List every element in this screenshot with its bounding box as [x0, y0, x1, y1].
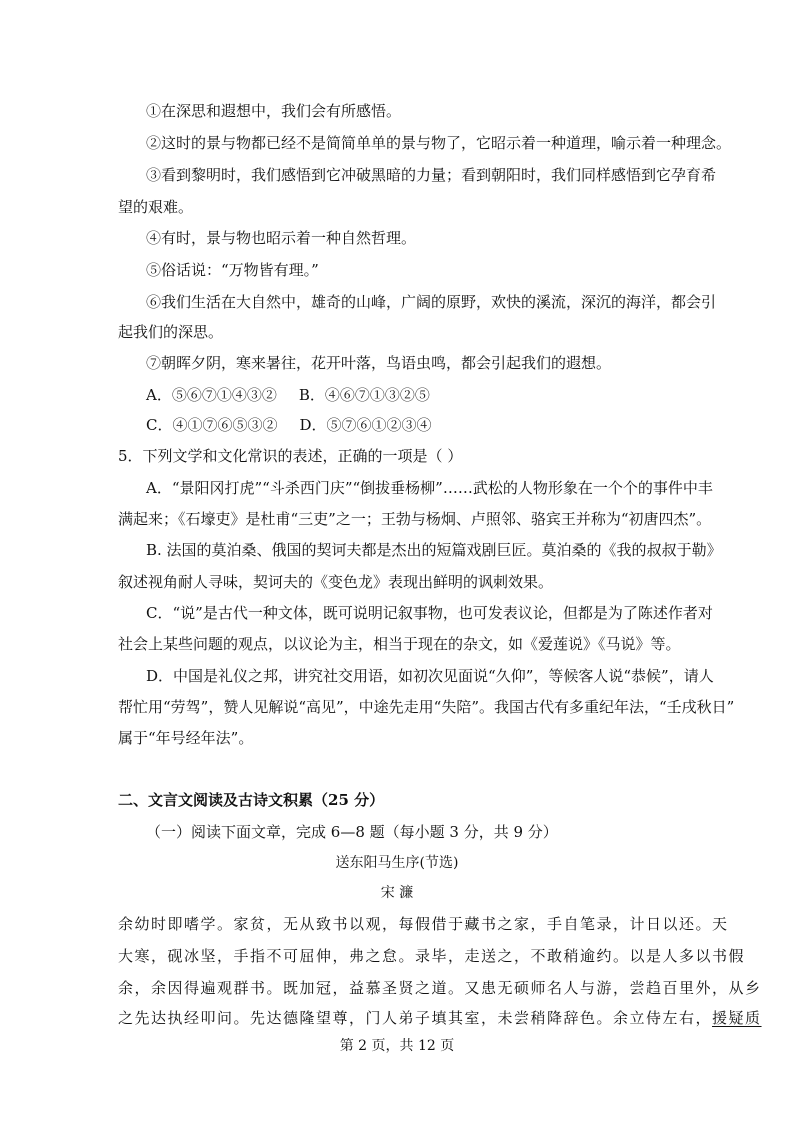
article-line-2: 大寒，砚冰坚，手指不可屈伸，弗之怠。录毕，走送之，不敢稍逾约。以是人多以书假: [118, 947, 746, 965]
q5-option-c-line-1: C．“说”是古代一种文体，既可说明记叙事物，也可发表议论，但都是为了陈述作者对: [146, 604, 713, 622]
q5-option-a-line-2: 满起来；《石壕吏》是杜甫“三吏”之一；王勃与杨炯、卢照邻、骆宾王并称为“初唐四杰”。: [118, 510, 712, 528]
q4-options-row-2: [146, 415, 432, 435]
sentence-6-cont: 起我们的深思。: [118, 323, 224, 341]
q4-option-a: A．⑤⑥⑦①④③②: [146, 386, 277, 404]
sentence-1: ①在深思和遐想中，我们会有所感悟。: [146, 102, 402, 120]
underlined-phrase: 援疑质: [712, 1009, 762, 1027]
q5-option-d-line-3: 属于“年号经年法”。: [118, 729, 254, 747]
article-line-1: 余幼时即嗜学。家贫，无从致书以观，每假借于藏书之家，手自笔录，计日以还。天: [118, 915, 729, 933]
sentence-4: ④有时，景与物也昭示着一种自然哲理。: [146, 229, 417, 247]
section-2-subtitle: （一）阅读下面文章，完成 6—8 题（每小题 3 分，共 9 分）: [146, 823, 558, 841]
section-2-title: 二、文言文阅读及古诗文积累（25 分）: [118, 791, 385, 809]
q5-stem: 5．下列文学和文化常识的表述，正确的一项是（ ）: [118, 447, 463, 465]
q4-option-d: D．⑤⑦⑥①②③④: [299, 416, 432, 434]
q5-option-b-line-2: 叙述视角耐人寻味，契诃夫的《变色龙》表现出鲜明的讽刺效果。: [118, 573, 554, 591]
sentence-3-cont: 望的艰难。: [118, 198, 194, 216]
q5-option-a-line-1: A．“景阳冈打虎”“斗杀西门庆”“倒拔垂杨柳”……武松的人物形象在一个个的事件中丰: [146, 479, 713, 497]
q5-option-d-line-2: 帮忙用“劳驾”，赞人见解说“高见”，中途先走用“失陪”。我国古代有多重纪年法，“壬戌秋日”: [118, 698, 735, 716]
q4-option-b: B．④⑥⑦①③②⑤: [298, 386, 430, 404]
q5-option-c-line-2: 社会上某些问题的观点，以议论为主，相当于现在的杂文，如《爱莲说》《马说》等。: [118, 635, 681, 653]
sentence-6: ⑥我们生活在大自然中，雄奇的山峰，广阔的原野，欢快的溪流，深沉的海洋，都会引: [146, 293, 717, 311]
article-title: 送东阳马生序(节选): [335, 855, 459, 871]
article-line-4-text: 之先达执经叩问。先达德隆望尊，门人弟子填其室，未尝稍降辞色。余立侍左右，: [118, 1009, 713, 1027]
sentence-2: ②这时的景与物都已经不是简简单单的景与物了，它昭示着一种道理，喻示着一种理念。: [146, 134, 732, 152]
page-footer: 第 2 页，共 12 页: [339, 1038, 455, 1054]
sentence-7: ⑦朝晖夕阴，寒来暑往，花开叶落，鸟语虫鸣，都会引起我们的遐想。: [146, 354, 612, 372]
article-line-3: 余，余因得遍观群书。既加冠，益慕圣贤之道。又患无硕师名人与游，尝趋百里外，从乡: [118, 979, 762, 997]
sentence-3: ③看到黎明时，我们感悟到它冲破黑暗的力量；看到朝阳时，我们同样感悟到它孕育希: [146, 166, 717, 184]
sentence-5: ⑤俗话说：“万物皆有理。”: [146, 261, 319, 279]
q5-option-b-line-1: B. 法国的莫泊桑、俄国的契诃夫都是杰出的短篇戏剧巨匠。莫泊桑的《我的叔叔于勒》: [146, 541, 722, 559]
article-line-4: [118, 1008, 762, 1028]
q4-options-row-1: [146, 385, 430, 405]
q5-option-d-line-1: D．中国是礼仪之邦，讲究社交用语，如初次见面说“久仰”，等候客人说“恭候”，请人: [146, 667, 714, 685]
q4-option-c: C．④①⑦⑥⑤③②: [146, 416, 278, 434]
article-author: 宋 濂: [380, 885, 414, 901]
